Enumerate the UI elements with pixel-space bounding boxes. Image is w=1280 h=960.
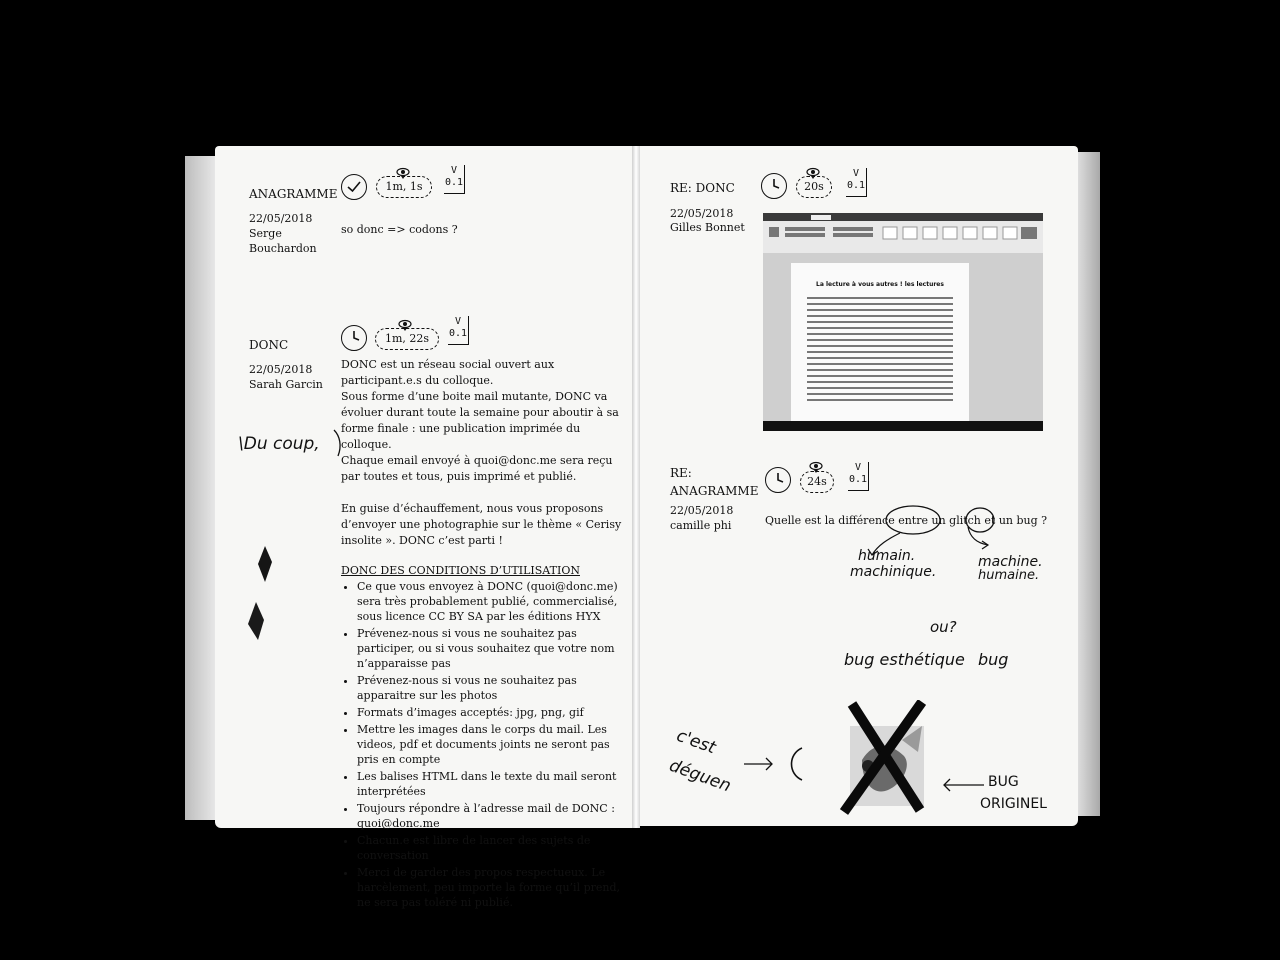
entry-author: camille phi (670, 519, 732, 532)
handwritten-note: machine. (978, 554, 1043, 570)
list-item: • Merci de garder des propos respectueux. Le harcèlement, peu importe la forme qu’il prend, ne sera pas toléré ni publié. (357, 865, 623, 910)
clock-icon (765, 467, 791, 493)
paragraph: Chaque email envoyé à quoi@donc.me sera reçu par toutes et tous, puis imprimé et publié. (341, 454, 613, 483)
entry-author: Sarah Garcin (249, 378, 323, 391)
check-icon (341, 174, 367, 200)
ink-mark (246, 602, 266, 640)
handwritten-note: c'est (673, 725, 719, 759)
rules-title: DONC DES CONDITIONS D’UTILISATION (341, 564, 580, 577)
version-number: 0.1 (848, 474, 868, 485)
list-item: • Prévenez-nous si vous ne souhaitez pas participer, ou si vous souhaitez que votre nom n’apparaisse pas (357, 626, 623, 671)
document-page (791, 263, 969, 421)
word-ribbon (763, 213, 1043, 253)
eye-icon (806, 164, 820, 183)
document-lines (807, 297, 953, 405)
entry-author: Serge (249, 227, 282, 240)
entry-message: Quelle est la différence entre un glitch et un bug ? (765, 514, 1048, 527)
entry-date: 22/05/2018 (249, 363, 313, 376)
version-number: 0.1 (846, 180, 866, 191)
crossed-photo (832, 700, 932, 818)
entry-body (341, 357, 623, 912)
clock-icon (341, 325, 367, 351)
list-item: • Chacun.e est libre de lancer des sujets de conversation (357, 833, 623, 863)
handwritten-note: \Du coup, (238, 434, 320, 454)
handwritten-note: humaine. (978, 568, 1040, 583)
handwritten-note: bug esthétique (844, 650, 965, 669)
entry-subject: RE: (670, 466, 692, 480)
attached-screenshot (763, 213, 1043, 431)
eye-icon (396, 164, 410, 183)
version-number: 0.1 (448, 328, 468, 339)
timer-bubble: 1m, 22s (375, 328, 439, 350)
entry-subject: ANAGRAMME (249, 187, 338, 201)
eye-icon (398, 316, 412, 335)
entry-date: 22/05/2018 (670, 207, 734, 220)
version-mark: V (454, 316, 462, 327)
entry-message: so donc => codons ? (341, 223, 458, 236)
paragraph: Sous forme d’une boite mail mutante, DONC va évoluer durant toute la semaine pour aboutir à sa forme finale : une publication imprimée du colloque. (341, 390, 619, 451)
version-mark: V (854, 462, 862, 473)
document-canvas (763, 253, 1043, 421)
version-mark: V (450, 165, 458, 176)
handwritten-note: humain. (858, 548, 916, 564)
list-item: • Toujours répondre à l’adresse mail de DONC : quoi@donc.me (357, 801, 623, 831)
rules-list (341, 579, 623, 910)
ink-mark (256, 546, 274, 582)
handwritten-bracket (330, 428, 350, 458)
handwritten-arrow (940, 778, 986, 792)
entry-author-line2: Bouchardon (249, 242, 317, 255)
handwritten-note: bug (978, 650, 1009, 669)
book-spine (632, 146, 640, 828)
list-item: • Prévenez-nous si vous ne souhaitez pas apparaitre sur les photos (357, 673, 623, 703)
entry-author: Gilles Bonnet (670, 221, 745, 234)
version-mark: V (852, 168, 860, 179)
clock-icon (761, 173, 787, 199)
list-item: • Formats d’images acceptés: jpg, png, gif (357, 705, 623, 720)
eye-icon (809, 458, 823, 477)
document-title: La lecture à vous autres ! les lectures (816, 281, 944, 288)
entry-subject: DONC (249, 338, 289, 352)
handwritten-note: ORIGINEL (980, 796, 1047, 812)
paragraph: En guise d’échauffement, nous vous proposons d’envoyer une photographie sur le thème « Cerisy insolite ». DONC c’est parti ! (341, 502, 622, 547)
version-box (444, 165, 465, 194)
entry-date: 22/05/2018 (670, 504, 734, 517)
list-item: • Les balises HTML dans le texte du mail seront interprétées (357, 769, 623, 799)
version-number: 0.1 (444, 177, 464, 188)
entry-subject-line2: ANAGRAMME (670, 484, 759, 498)
left-page-edge (185, 156, 217, 820)
entry-date: 22/05/2018 (249, 212, 313, 225)
handwritten-arrow (742, 744, 808, 784)
handwritten-note: déguen (666, 755, 734, 797)
version-box (848, 462, 869, 491)
list-item: • Ce que vous envoyez à DONC (quoi@donc.me) sera très probablement publié, commercialisé, sous licence CC BY SA par les éditions HYX (357, 579, 623, 624)
paragraph: DONC est un réseau social ouvert aux participant.e.s du colloque. (341, 358, 555, 387)
handwritten-note: ou? (930, 618, 957, 636)
entry-subject: RE: DONC (670, 181, 735, 195)
taskbar (763, 421, 1043, 431)
handwritten-note: machinique. (850, 564, 937, 580)
list-item: • Mettre les images dans le corps du mail. Les videos, pdf et documents joints ne seront pas pris en compte (357, 722, 623, 767)
timer-bubble: 20s (796, 176, 832, 198)
version-box (846, 168, 867, 197)
timer-bubble: 24s (800, 471, 834, 493)
timer-bubble: 1m, 1s (376, 176, 432, 198)
version-box (448, 316, 469, 345)
handwritten-note: BUG (988, 774, 1019, 790)
